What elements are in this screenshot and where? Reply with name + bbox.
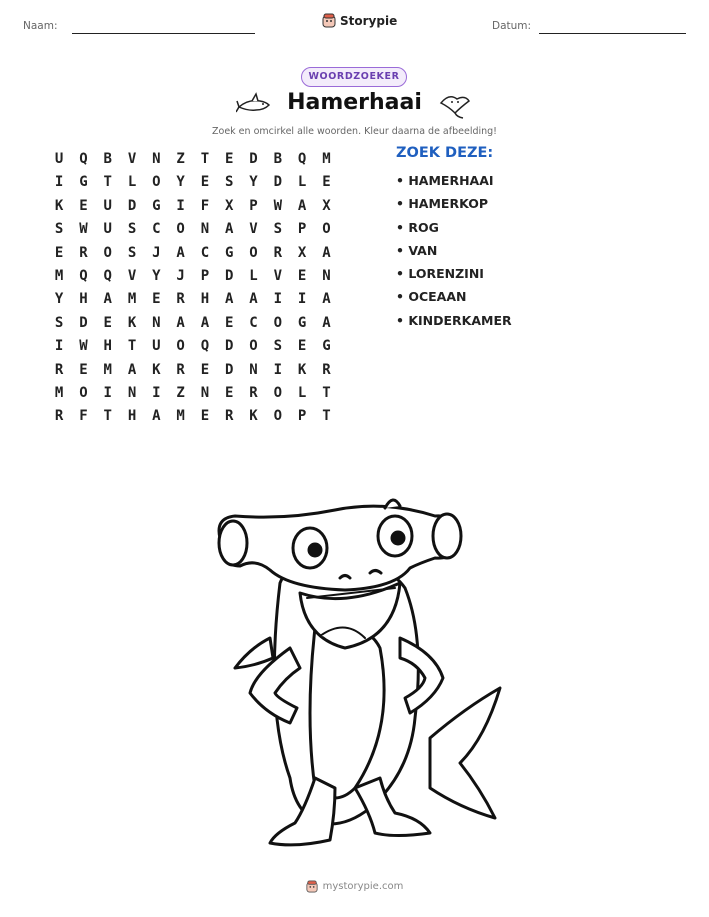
grid-letter[interactable]: A [176, 244, 185, 261]
grid-letter[interactable]: C [200, 244, 210, 261]
grid-letter[interactable]: Q [103, 267, 112, 284]
grid-letter[interactable]: K [127, 314, 137, 331]
brand-logo [322, 13, 397, 28]
grid-letter[interactable]: D [127, 197, 137, 214]
grid-letter[interactable]: F [200, 197, 210, 214]
grid-letter[interactable]: E [79, 197, 88, 214]
grid-row [47, 171, 339, 194]
word-search-grid[interactable] [47, 148, 339, 429]
instructions: Zoek en omcirkel alle woorden. Kleur daarna de afbeelding! [212, 126, 497, 137]
grid-letter[interactable]: X [322, 197, 331, 214]
grid-letter[interactable]: E [297, 338, 307, 355]
grid-letter[interactable]: N [127, 384, 137, 401]
category-badge: WOORDZOEKER [301, 67, 407, 87]
grid-letter[interactable]: E [200, 408, 210, 425]
grid-letter[interactable]: R [322, 361, 331, 378]
grid-row [47, 242, 339, 265]
grid-letter[interactable]: U [103, 221, 112, 238]
page-title: Hamerhaai [287, 90, 422, 115]
grid-letter[interactable]: X [225, 197, 234, 214]
grid-letter[interactable]: A [322, 291, 331, 308]
grid-letter[interactable]: A [176, 314, 185, 331]
grid-letter[interactable]: E [200, 361, 210, 378]
grid-letter[interactable]: Y [54, 291, 64, 308]
grid-letter[interactable]: H [200, 291, 210, 308]
grid-letter[interactable]: C [152, 221, 161, 238]
grid-letter[interactable]: K [249, 408, 258, 425]
grid-letter[interactable]: T [127, 338, 137, 355]
grid-letter[interactable]: T [200, 151, 210, 167]
grid-letter[interactable]: T [103, 408, 112, 425]
grid-letter[interactable]: O [273, 384, 283, 401]
grid-letter[interactable]: I [273, 291, 283, 308]
grid-letter[interactable]: T [322, 408, 331, 425]
hammerhead-shark-illustration[interactable] [195, 488, 525, 868]
grid-letter[interactable]: K [54, 197, 64, 214]
grid-letter[interactable]: B [273, 151, 283, 167]
grid-letter[interactable]: M [54, 384, 64, 401]
grid-row [47, 288, 339, 311]
grid-letter[interactable]: O [273, 314, 283, 331]
grid-letter[interactable]: M [176, 408, 185, 425]
grid-letter[interactable]: A [322, 244, 331, 261]
grid-letter[interactable]: E [225, 384, 234, 401]
grid-letter[interactable]: A [225, 291, 234, 308]
grid-letter[interactable]: X [297, 244, 307, 261]
grid-letter[interactable]: N [249, 361, 258, 378]
storypie-mascot-icon [306, 880, 318, 893]
grid-letter[interactable]: C [249, 314, 258, 331]
grid-letter[interactable]: N [152, 151, 161, 167]
grid-letter[interactable]: W [273, 197, 283, 214]
grid-letter[interactable]: N [322, 267, 331, 284]
grid-letter[interactable]: A [225, 221, 234, 238]
grid-letter[interactable]: E [54, 244, 64, 261]
grid-letter[interactable]: L [249, 267, 258, 284]
grid-letter[interactable]: J [176, 267, 185, 284]
grid-letter[interactable]: A [200, 314, 210, 331]
date-label: Datum: [492, 20, 532, 32]
grid-letter[interactable]: G [152, 197, 161, 214]
grid-letter[interactable]: Z [176, 384, 185, 401]
storypie-mascot-icon [322, 13, 336, 28]
grid-letter[interactable]: R [225, 408, 234, 425]
grid-letter[interactable]: P [297, 221, 307, 238]
grid-letter[interactable]: D [225, 267, 234, 284]
grid-letter[interactable]: V [127, 151, 137, 167]
grid-letter[interactable]: Z [176, 151, 185, 167]
grid-letter[interactable]: W [79, 338, 88, 355]
grid-letter[interactable]: T [103, 174, 112, 191]
grid-letter[interactable]: I [103, 384, 112, 401]
grid-letter[interactable]: A [249, 291, 258, 308]
grid-letter[interactable]: P [200, 267, 210, 284]
grid-letter[interactable]: O [103, 244, 112, 261]
grid-letter[interactable]: V [273, 267, 283, 284]
name-line[interactable] [72, 33, 255, 34]
grid-letter[interactable]: E [297, 267, 307, 284]
grid-row [47, 265, 339, 288]
grid-letter[interactable]: P [297, 408, 307, 425]
grid-letter[interactable]: S [225, 174, 234, 191]
grid-letter[interactable]: S [127, 244, 137, 261]
brand-name: Storypie [340, 13, 398, 28]
grid-letter[interactable]: M [127, 291, 137, 308]
grid-letter[interactable]: V [249, 221, 258, 238]
word-item: • LORENZINI [396, 266, 484, 282]
grid-letter[interactable]: G [225, 244, 234, 261]
footer-url[interactable]: mystorypie.com [322, 881, 404, 892]
grid-letter[interactable]: R [249, 384, 258, 401]
grid-letter[interactable]: S [54, 221, 64, 238]
grid-letter[interactable]: O [273, 408, 283, 425]
title-row [0, 90, 709, 119]
grid-letter[interactable]: D [225, 338, 234, 355]
grid-row [47, 218, 339, 241]
grid-letter[interactable]: U [152, 338, 161, 355]
grid-letter[interactable]: A [127, 361, 137, 378]
grid-letter[interactable]: Q [79, 151, 88, 167]
grid-letter[interactable]: D [225, 361, 234, 378]
grid-letter[interactable]: E [225, 314, 234, 331]
grid-letter[interactable]: I [54, 174, 64, 191]
grid-letter[interactable]: H [127, 408, 137, 425]
grid-letter[interactable]: S [127, 221, 137, 238]
word-list [396, 170, 512, 333]
grid-letter[interactable]: I [297, 291, 307, 308]
grid-letter[interactable]: E [225, 151, 234, 167]
grid-letter[interactable]: G [79, 174, 88, 191]
grid-letter[interactable]: R [54, 361, 64, 378]
grid-letter[interactable]: R [54, 408, 64, 425]
grid-letter[interactable]: O [176, 338, 185, 355]
grid-letter[interactable]: E [103, 314, 112, 331]
grid-letter[interactable]: T [322, 384, 331, 401]
grid-letter[interactable]: D [249, 151, 258, 167]
word-item: • ROG [396, 219, 439, 235]
grid-row [47, 405, 339, 428]
grid-letter[interactable]: F [79, 408, 88, 425]
word-item: • KINDERKAMER [396, 312, 512, 328]
word-item: • VAN [396, 242, 438, 258]
grid-letter[interactable]: Q [79, 267, 88, 284]
grid-letter[interactable]: Q [297, 151, 307, 167]
grid-row [47, 382, 339, 405]
grid-letter[interactable]: S [273, 338, 283, 355]
grid-letter[interactable]: Y [249, 174, 258, 191]
shark-icon [236, 91, 272, 119]
grid-letter[interactable]: B [103, 151, 112, 167]
grid-letter[interactable]: D [79, 314, 88, 331]
grid-letter[interactable]: V [127, 267, 137, 284]
word-item: • OCEAAN [396, 289, 467, 305]
grid-letter[interactable]: J [152, 244, 161, 261]
grid-letter[interactable]: A [103, 291, 112, 308]
grid-letter[interactable]: R [273, 244, 283, 261]
grid-letter[interactable]: E [79, 361, 88, 378]
grid-letter[interactable]: M [54, 267, 64, 284]
grid-letter[interactable]: E [152, 291, 161, 308]
grid-letter[interactable]: H [103, 338, 112, 355]
grid-letter[interactable]: E [200, 174, 210, 191]
grid-letter[interactable]: A [152, 408, 161, 425]
grid-letter[interactable]: P [249, 197, 258, 214]
grid-letter[interactable]: L [127, 174, 137, 191]
grid-letter[interactable]: M [103, 361, 112, 378]
word-list-heading: ZOEK DEZE: [396, 145, 494, 161]
grid-letter[interactable]: O [322, 221, 331, 238]
grid-letter[interactable]: Y [176, 174, 185, 191]
grid-letter[interactable]: O [249, 244, 258, 261]
grid-letter[interactable]: L [297, 174, 307, 191]
grid-letter[interactable]: O [79, 384, 88, 401]
grid-row [47, 195, 339, 218]
grid-letter[interactable]: R [79, 244, 88, 261]
grid-letter[interactable]: Q [200, 338, 210, 355]
name-label: Naam: [23, 20, 58, 32]
grid-letter[interactable]: Y [152, 267, 161, 284]
footer [0, 880, 709, 893]
grid-letter[interactable]: E [322, 174, 331, 191]
grid-letter[interactable]: L [297, 384, 307, 401]
grid-row [47, 312, 339, 335]
grid-letter[interactable]: N [200, 221, 210, 238]
grid-letter[interactable]: S [273, 221, 283, 238]
grid-letter[interactable]: O [176, 221, 185, 238]
grid-letter[interactable]: M [322, 151, 331, 167]
grid-row [47, 148, 339, 171]
grid-letter[interactable]: K [152, 361, 161, 378]
grid-letter[interactable]: I [176, 197, 185, 214]
grid-letter[interactable]: I [152, 384, 161, 401]
grid-row [47, 359, 339, 382]
grid-letter[interactable]: D [273, 174, 283, 191]
grid-letter[interactable]: O [249, 338, 258, 355]
grid-row [47, 335, 339, 358]
grid-letter[interactable]: G [322, 338, 331, 355]
grid-letter[interactable]: K [297, 361, 307, 378]
date-line[interactable] [539, 33, 686, 34]
word-item: • HAMERHAAI [396, 173, 494, 188]
grid-letter[interactable]: O [152, 174, 161, 191]
grid-letter[interactable]: A [322, 314, 331, 331]
word-item: • HAMERKOP [396, 196, 488, 212]
grid-letter[interactable]: N [200, 384, 210, 401]
grid-letter[interactable]: A [297, 197, 307, 214]
grid-letter[interactable]: R [176, 291, 185, 308]
grid-letter[interactable]: U [103, 197, 112, 214]
grid-letter[interactable]: I [54, 338, 64, 355]
grid-letter[interactable]: N [152, 314, 161, 331]
grid-letter[interactable]: H [79, 291, 88, 308]
grid-letter[interactable]: I [273, 361, 283, 378]
grid-letter[interactable]: U [54, 151, 64, 167]
grid-letter[interactable]: W [79, 221, 88, 238]
grid-letter[interactable]: G [297, 314, 307, 331]
stingray-icon [437, 91, 473, 119]
grid-letter[interactable]: S [54, 314, 64, 331]
grid-letter[interactable]: R [176, 361, 185, 378]
